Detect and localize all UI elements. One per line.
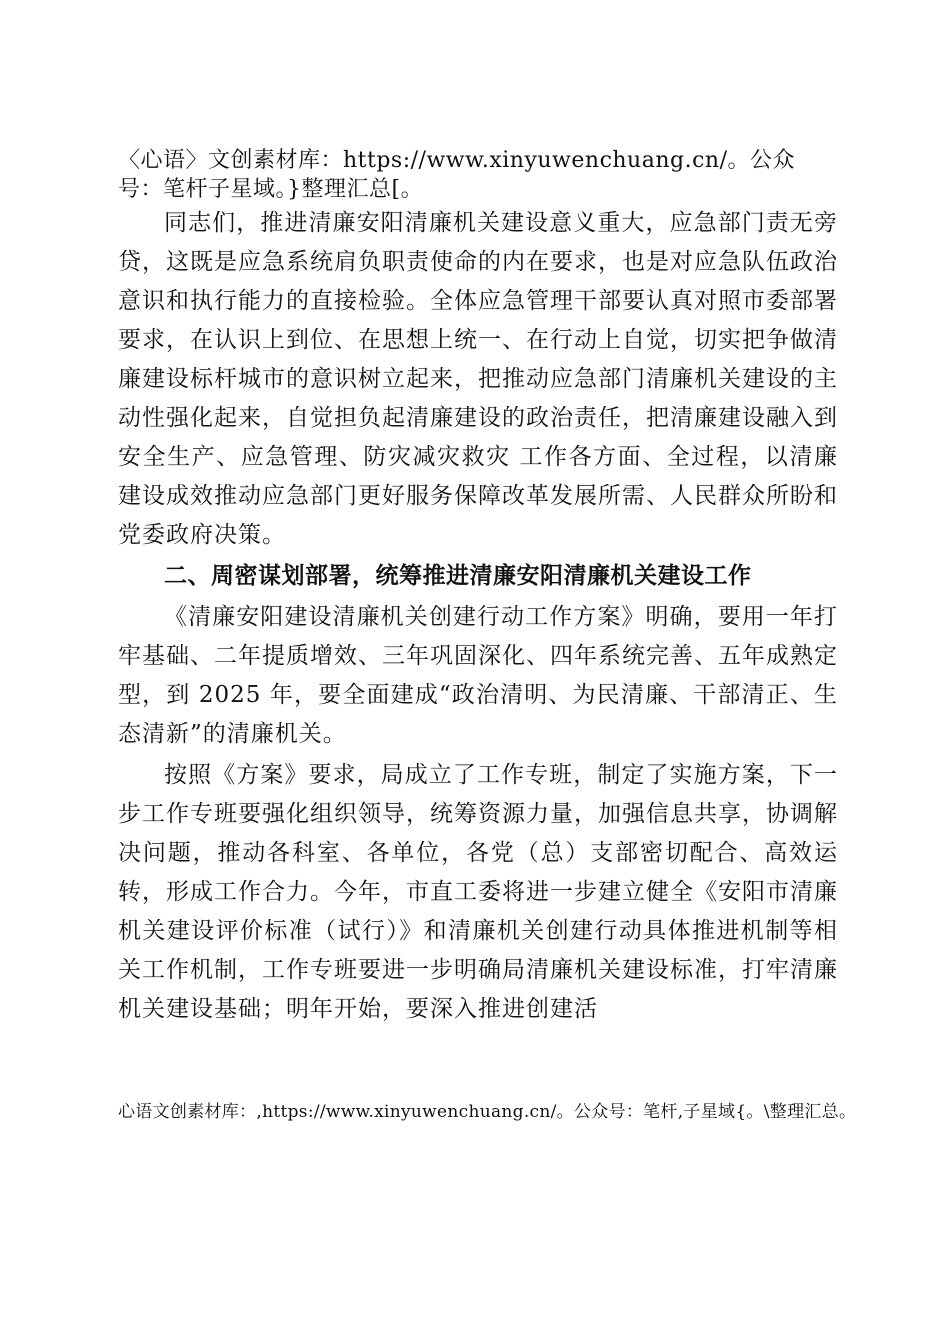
section-heading-2: 二、周密谋划部署，统筹推进清廉安阳清廉机关建设工作: [164, 563, 752, 589]
document-body: [118, 204, 838, 1031]
header-watermark-note: 〈心语〉文创素材库：https://www.xinyuwenchuang.cn/。公众号：笔杆子星域。}整理汇总[。: [118, 148, 795, 202]
paragraph-1: 同志们，推进清廉安阳清廉机关建设意义重大，应急部门责无旁贷，这既是应急系统肩负职责使命的内在要求，也是对应急队伍政治意识和执行能力的直接检验。全体应急管理干部要认真对照市委部署要求，在认识上到位、在思想上统一、在行动上自觉，切实把争做清廉建设标杆城市的意识树立起来，把推动应急部门清廉机关建设的主动性强化起来，自觉担负起清廉建设的政治责任，把清廉建设融入到安全生产、应急管理、防灾减灾救灾 工作各方面、全过程，以清廉建设成效推动应急部门更好服务保障改革发展所需、人民群众所盼和党委政府决策。: [118, 210, 838, 548]
paragraph-3: 按照《方案》要求，局成立了工作专班，制定了实施方案，下一步工作专班要强化组织领导，统筹资源力量，加强信息共享，协调解决问题，推动各科室、各单位，各党（总）支部密切配合、高效运转，形成工作合力。今年，市直工委将进一步建立健全《安阳市清廉机关建设评价标准（试行）》和清廉机关创建行动具体推进机制等相关工作机制，工作专班要进一步明确局清廉机关建设标准，打牢清廉机关建设基础；明年开始，要深入推进创建活: [118, 762, 838, 1022]
footer-watermark-note: 心语文创素材库：,https://www.xinyuwenchuang.cn/。公众号：笔杆,子星域{。\整理汇总。: [118, 1102, 857, 1122]
paragraph-2: 《清廉安阳建设清廉机关创建行动工作方案》明确，要用一年打牢基础、二年提质增效、三年巩固深化、四年系统完善、五年成熟定型，到 2025 年，要全面建成“政治清明、为民清廉、干部清正、生态清新”的清廉机关。: [118, 604, 838, 747]
